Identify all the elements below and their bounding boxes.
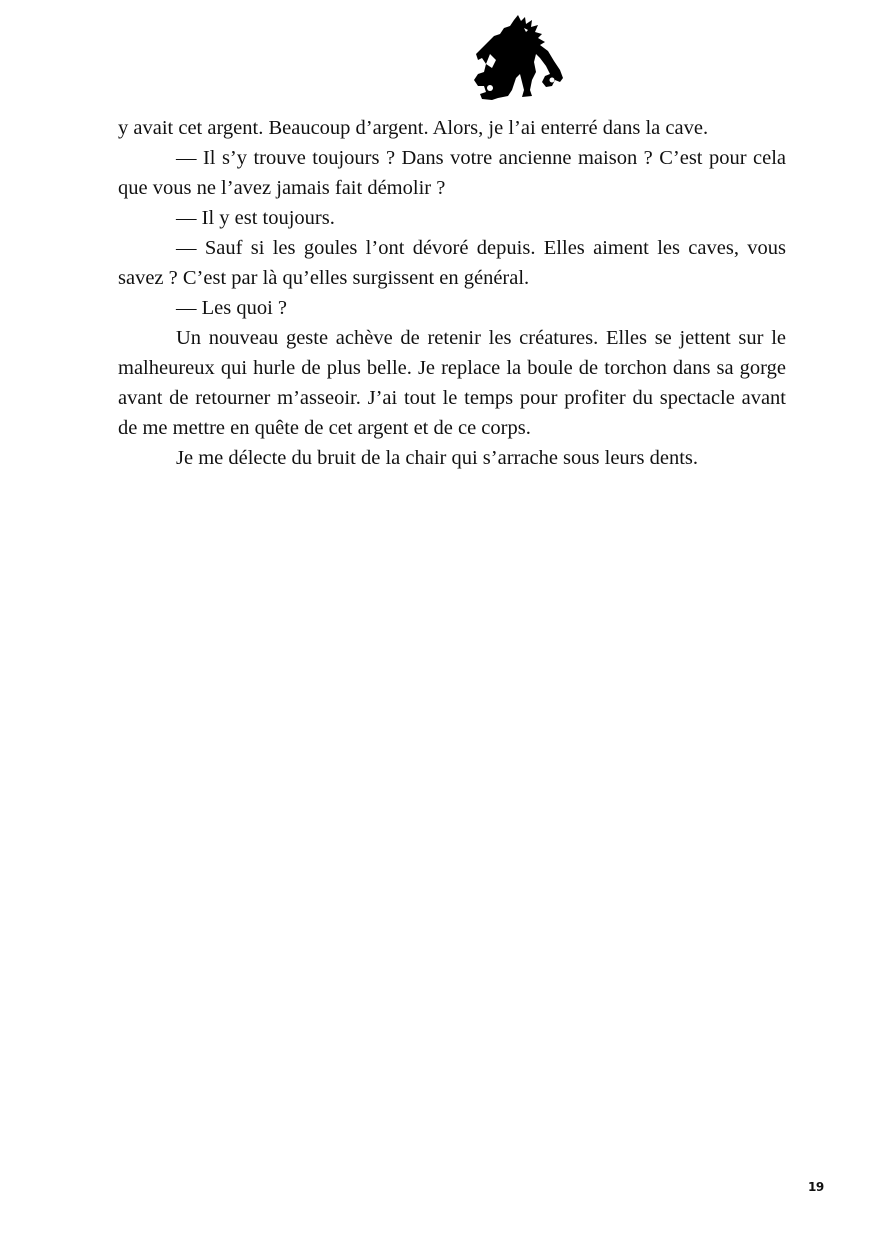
paragraph: Je me délecte du bruit de la chair qui s’arrache sous leurs dents. (176, 447, 698, 469)
page-number: 19 (808, 1180, 824, 1194)
paragraph: — Il s’y trouve toujours ? Dans votre ancienne maison ? C’est pour cela que vous ne l’avez jamais fait démolir ? (118, 147, 786, 199)
paragraph: y avait cet argent. Beaucoup d’argent. Alors, je l’ai enterré dans la cave. (118, 117, 709, 139)
body-text (118, 113, 786, 473)
paragraph: — Sauf si les goules l’ont dévoré depuis. Elles aiment les caves, vous savez ? C’est par là qu’elles surgissent en général. (118, 237, 786, 289)
paragraph: — Les quoi ? (176, 297, 288, 319)
paragraph: Un nouveau geste achève de retenir les créatures. Elles se jettent sur le malheureux qui hurle de plus belle. Je replace la boule de torchon dans sa gorge avant de retourner m’asseoir. J’ai tout le temps pour profiter du spectacle avant de me mettre en quête de cet argent et de ce corps. (118, 327, 786, 439)
paragraph: — Il y est toujours. (176, 207, 335, 229)
ghoul-silhouette-icon (468, 14, 566, 102)
